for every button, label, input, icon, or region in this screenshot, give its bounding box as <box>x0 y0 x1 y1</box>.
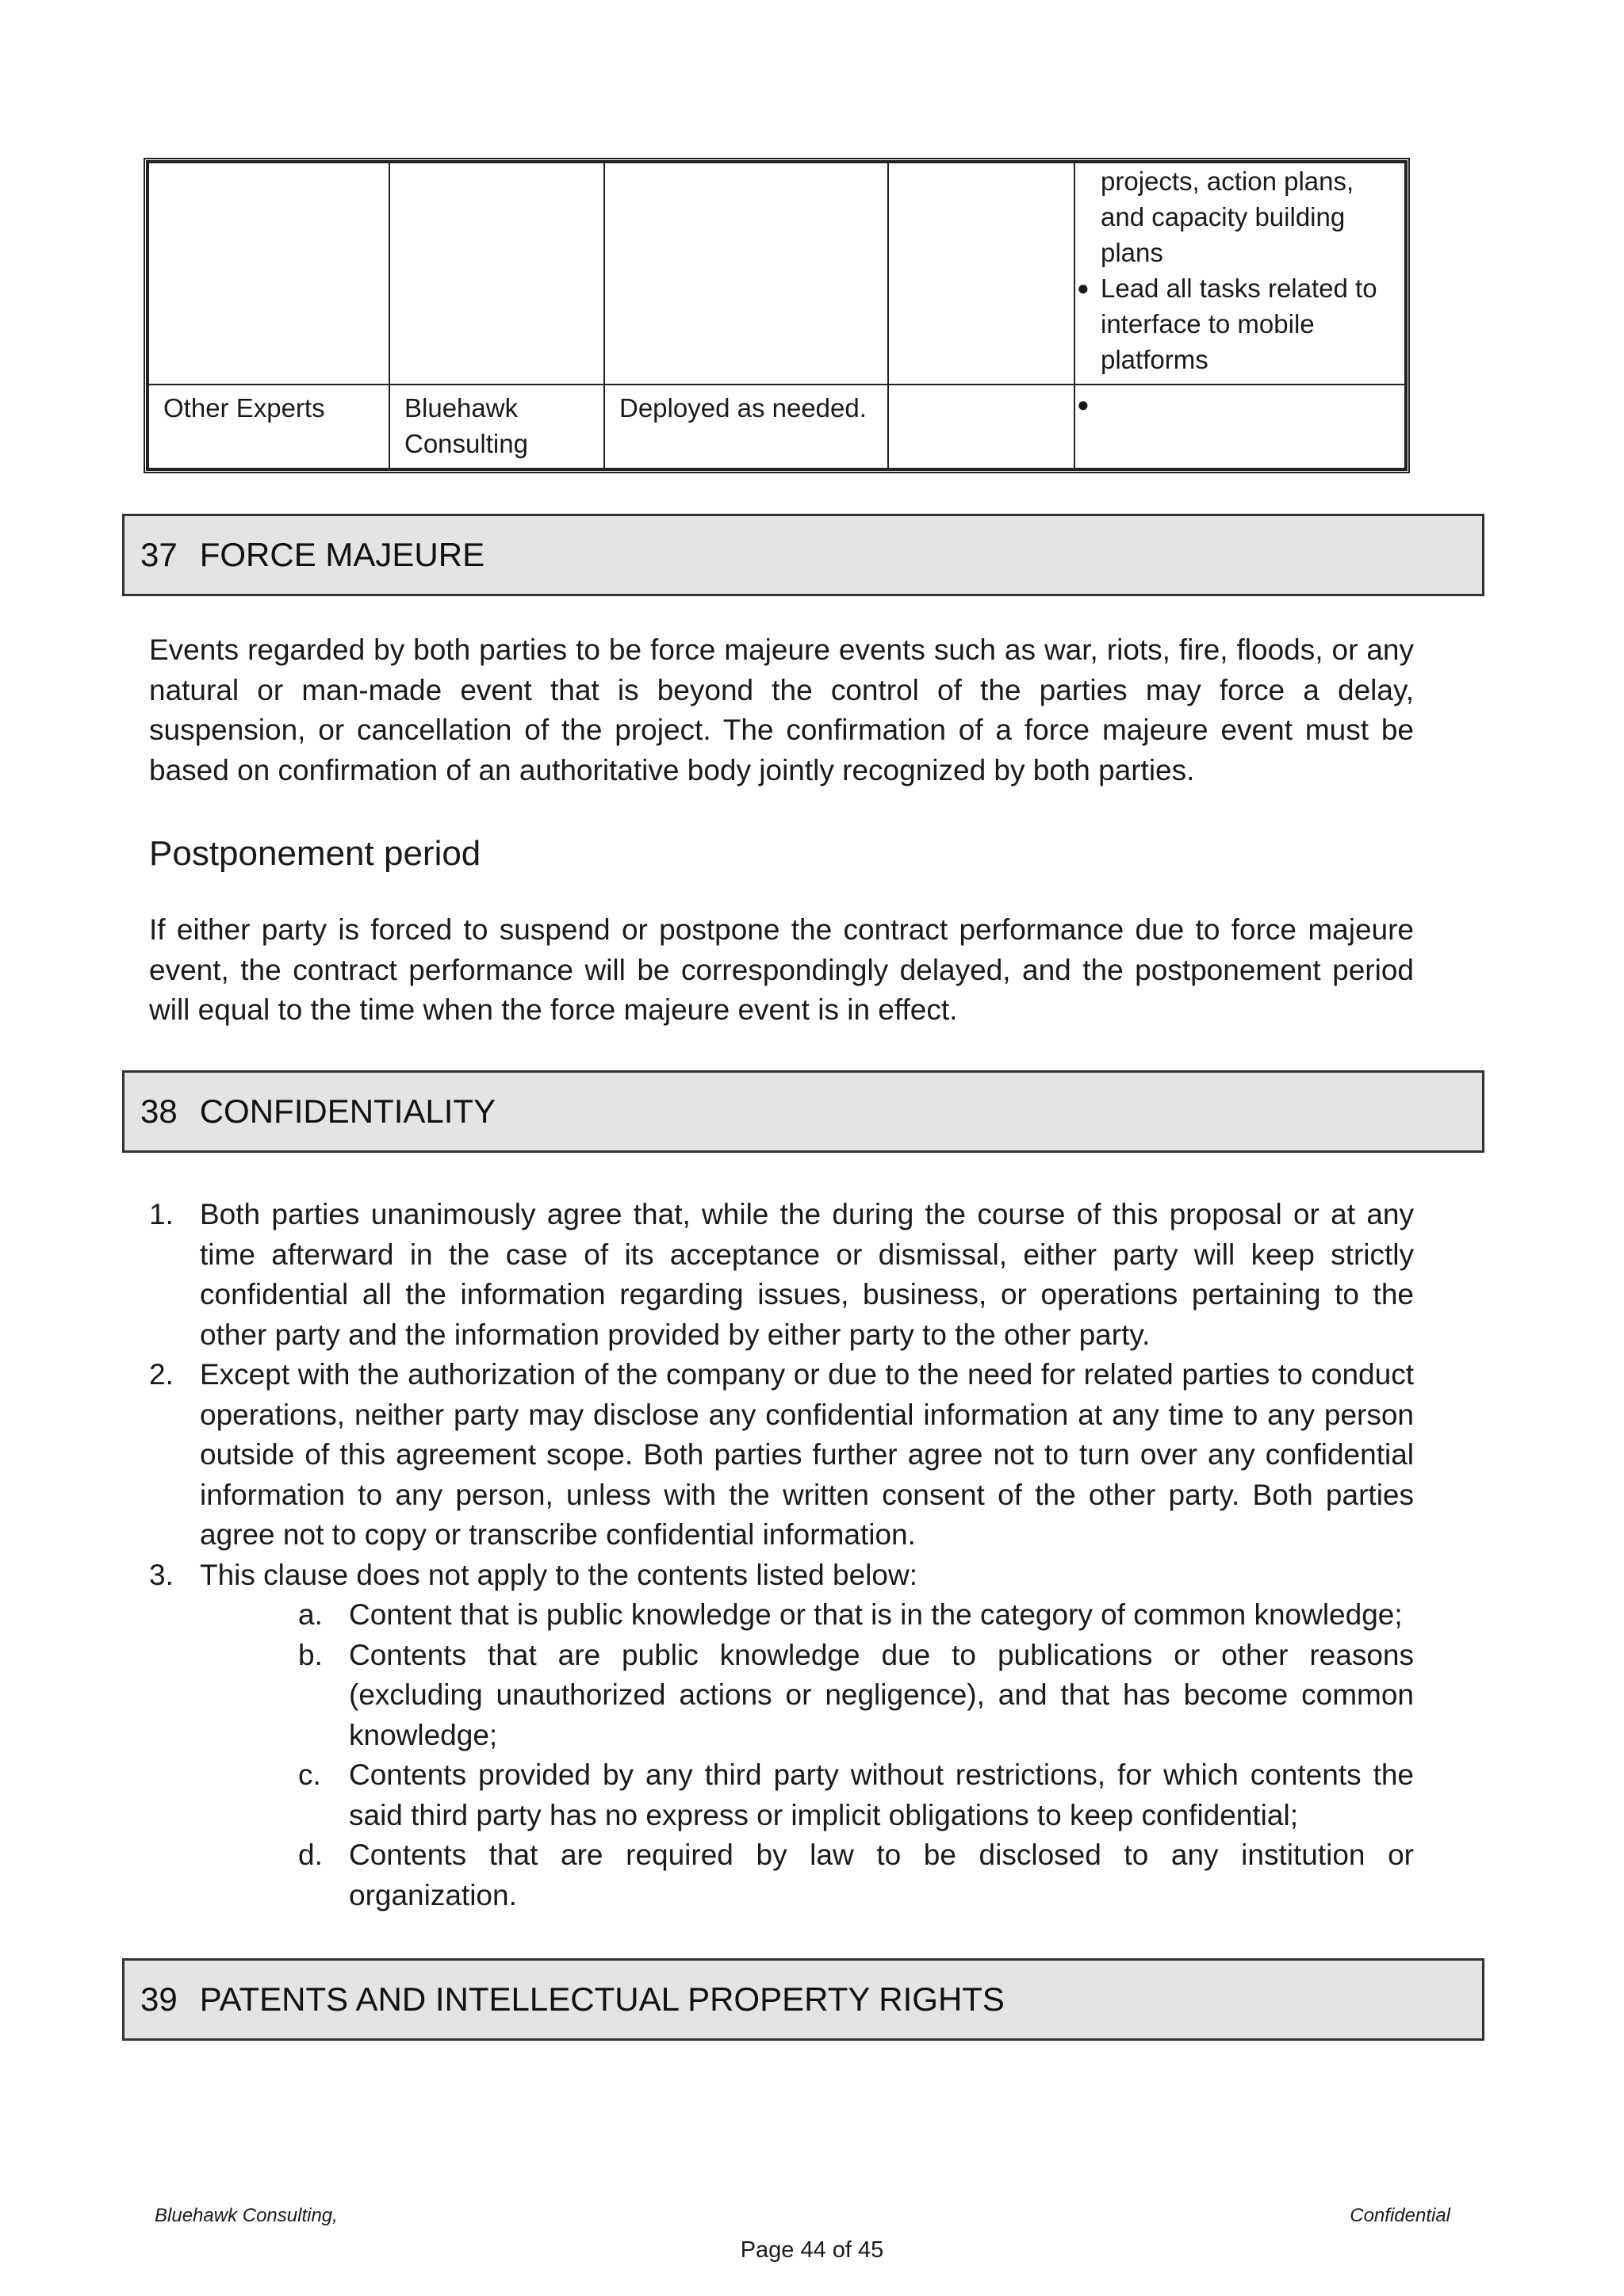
list-item: ● Lead all tasks related to interface to mobile platforms <box>1075 270 1390 377</box>
force-majeure-paragraph: Events regarded by both parties to be force majeure events such as war, riots, fire, floods, or any natural or man-made event that is beyond the control of the parties may force a delay, suspension, or cancellation of the project. The confirmation of a force majeure event must be based on confirmation of an authoritative body jointly recognized by both parties. <box>149 633 1414 786</box>
sublist-item: a. Content that is public knowledge or that is in the category of common knowledge; <box>298 1598 1403 1631</box>
sublist-item: b. Contents that are public knowledge due to publications or other reasons (excluding unauthorized actions or negligence), and that has become common knowledge; <box>298 1638 1414 1751</box>
table-cell <box>148 163 389 385</box>
exception-sublist <box>298 1595 1414 1915</box>
section-title: CONFIDENTIALITY <box>199 1093 496 1130</box>
staffing-table <box>144 158 1410 473</box>
footer-company: Bluehawk Consulting, <box>155 2205 338 2226</box>
sublist-item: c. Contents provided by any third party without restrictions, for which contents the said third party has no express or implicit obligations to keep confidential; <box>298 1758 1414 1831</box>
cell-continuation-text: projects, action plans, and capacity building plans <box>1101 166 1354 267</box>
list-item: 2. Except with the authorization of the company or due to the need for related parties to conduct operations, neither party may disclose any confidential information at any time to any person outside of this agreement scope. Both parties further agree not to turn over any confidential information to any person, unless with the written consent of the other party. Both parties agree not to copy or transcribe confidential information. <box>149 1358 1414 1551</box>
table-cell <box>1074 385 1405 469</box>
footer-confidential: Confidential <box>1350 2205 1450 2226</box>
section-heading-38 <box>122 1070 1484 1153</box>
table-cell <box>604 163 888 385</box>
firm-cell: Bluehawk Consulting <box>389 385 604 469</box>
table-cell <box>888 163 1074 385</box>
postponement-paragraph: If either party is forced to suspend or postpone the contract performance due to force majeure event, the contract performance will be correspondingly delayed, and the postponement period will equal to the time when the force majeure event is in effect. <box>149 913 1414 1026</box>
confidentiality-list <box>149 1195 1414 1915</box>
section-number: 37 <box>140 536 178 573</box>
role-cell: Other Experts <box>148 385 389 469</box>
list-item: 1. Both parties unanimously agree that, while the during the course of this proposal or at any time afterward in the case of its acceptance or dismissal, either party will keep strictly confidential all the information regarding issues, business, or operations pertaining to the other party and the information provided by either party to the other party. <box>149 1198 1414 1351</box>
sublist-item: d. Contents that are required by law to be disclosed to any institution or organization. <box>298 1839 1414 1911</box>
section-title: PATENTS AND INTELLECTUAL PROPERTY RIGHTS <box>199 1980 1005 2018</box>
list-item: 3. This clause does not apply to the contents listed below: a. Content that is public knowledge or that is in the category of common knowledge; b. Contents that are public knowledge due to publications or other reasons (excluding unauthorized actions or negligence), and that has become common knowledge; c. Contents provided by any third party without restrictions, for which contents the said third party has no express or implicit obligations to keep confidential; d. Contents that are required by law to be disclosed to any institution or organization. <box>149 1556 1414 1916</box>
section-number: 39 <box>140 1980 178 2018</box>
table-cell <box>1074 163 1405 385</box>
table-row <box>148 163 1405 385</box>
table-cell <box>389 163 604 385</box>
responsibility-list <box>1075 270 1390 377</box>
bullet-icon: ● <box>1077 276 1090 300</box>
table-cell <box>888 385 1074 469</box>
section-number: 38 <box>140 1093 178 1130</box>
section-title: FORCE MAJEURE <box>199 536 485 573</box>
bullet-icon: ● <box>1077 392 1090 416</box>
deployment-cell: Deployed as needed. <box>604 385 888 469</box>
section-heading-37 <box>122 514 1484 596</box>
subheading-postponement: Postponement period <box>149 834 481 873</box>
page-number: Page 44 of 45 <box>740 2237 884 2263</box>
table-row <box>148 385 1405 469</box>
section-heading-39 <box>122 1958 1484 2041</box>
